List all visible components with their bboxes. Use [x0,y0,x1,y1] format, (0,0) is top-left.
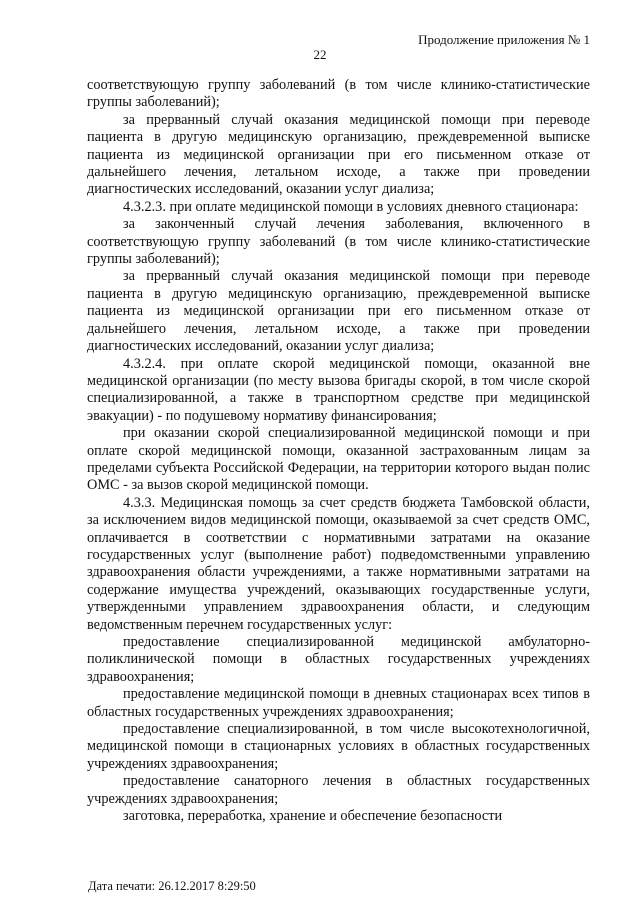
body-paragraph: за прерванный случай оказания медицинской помощи при переводе пациента в другую медицинскую организацию, преждевременной выписке пациента из медицинской организации при его письменном отказе от дальнейшего лечения, летальном исходе, а также при проведении диагностических исследований, оказании услуг диализа; [87,111,590,198]
body-paragraph: предоставление медицинской помощи в дневных стационарах всех типов в областных государственных учреждениях здравоохранения; [87,686,590,720]
body-paragraph: заготовка, переработка, хранение и обеспечение безопасности [123,808,503,825]
body-paragraph: 4.3.3. Медицинская помощь за счет средств бюджета Тамбовской области, за исключением видов медицинской помощи, оказываемой за счет средств ОМС, оплачивается в соответствии с нормативными затратами на оказание государственных услуг (выполнение работ) подведомственными управлению здравоохранения области учреждениями, а также нормативными затратами на содержание имущества учреждений, оказывающих государственные услуги, утвержденными управлением здравоохранения области, и следующим ведомственным перечнем государственных услуг: [87,494,590,633]
body-paragraph: 4.3.2.4. при оплате скорой медицинской помощи, оказанной вне медицинской организации (по месту вызова бригады скорой, в том числе скорой специализированной, а также в транспортном средстве при медицинской эвакуации) - по подушевому нормативу финансирования; [87,355,590,424]
print-date: Дата печати: 26.12.2017 8:29:50 [88,879,256,893]
body-paragraph: предоставление санаторного лечения в областных государственных учреждениях здравоохранения; [87,773,590,807]
body-paragraph: предоставление специализированной медицинской амбулаторно-поликлинической помощи в областных государственных учреждениях здравоохранения; [87,634,590,685]
body-paragraph: за прерванный случай оказания медицинской помощи при переводе пациента в другую медицинскую организацию, преждевременной выписке пациента из медицинской организации при его письменном отказе от дальнейшего лечения, летальном исходе, а также при проведении диагностических исследований, оказании услуг диализа; [87,268,590,355]
document-body [87,77,590,825]
body-paragraph: за законченный случай лечения заболевания, включенного в соответствующую группу заболеваний (в том числе клинико-статистические группы заболеваний); [87,216,590,268]
page-number: 22 [313,47,327,62]
body-paragraph: 4.3.2.3. при оплате медицинской помощи в условиях дневного стационара: [123,198,579,215]
body-paragraph: соответствующую группу заболеваний (в том числе клинико-статистические группы заболеваний); [87,77,590,111]
appendix-continuation-note: Продолжение приложения № 1 [418,32,590,47]
body-paragraph: предоставление специализированной, в том числе высокотехнологичной, медицинской помощи в стационарных условиях в областных государственных учреждениях здравоохранения; [87,721,590,772]
body-paragraph: при оказании скорой специализированной медицинской помощи и при оплате скорой медицинской помощи, оказанной застрахованным лицам за пределами субъекта Российской Федерации, на территории которого выдан полис ОМС - за вызов скорой медицинской помощи. [87,425,590,494]
